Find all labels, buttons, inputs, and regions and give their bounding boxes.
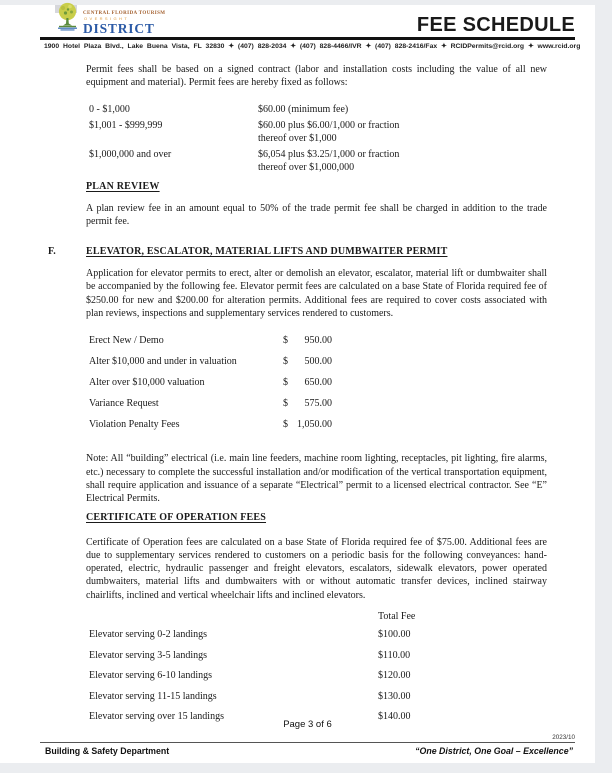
fee-value: $60.00 plus $6.00/1,000 or fraction [258,119,400,131]
fee-label: Elevator serving 11-15 landings [89,690,217,702]
logo-mid-line: OVERSIGHT [84,15,130,21]
currency-sign: $ [283,335,288,347]
table-row [89,335,547,356]
revision-date: 2023/10 [552,734,575,741]
header-address-line: 1900 Hotel Plaza Blvd., Lake Buena Vista, FL 32830 ✦ (407) 828-2034 ✦ (407) 828-4466/IVR ✦ (407) 828-2416/Fax ✦ RCIDPermits@rcid.org ✦ www.rcid.org [44,43,581,50]
table-row [89,670,547,691]
logo-top-line: CENTRAL FLORIDA TOURISM [83,10,166,16]
fee-label: Elevator serving 0-2 landings [89,629,208,641]
fee-label: Erect New / Demo [89,335,164,347]
section-f-heading: ELEVATOR, ESCALATOR, MATERIAL LIFTS AND DUMBWAITER PERMIT [86,246,448,258]
section-f-paragraph: Application for elevator permits to erect, alter or demolish an elevator, escalator, material lift or dumbwaiter shall be accompanied by the following fee. Elevator permit fees are calculated on a base State of Florida required fee of $250.00 for new and $200.00 for alteration permits. Additional fees are required to cover costs associated with plan reviews, inspections and supplementary services rendered to customers. [86,268,547,320]
document-body [0,50,595,732]
district-motto: “One District, One Goal – Excellence” [415,746,573,756]
landings-fee-table [89,629,547,732]
fee-range: $1,000,000 and over [89,148,172,160]
fee-amount: $110.00 [378,649,411,661]
logo-district-name: DISTRICT [83,20,155,36]
building-electrical-note: Note: All “building” electrical (i.e. main line feeders, machine room lighting, receptacles, pit lighting, fire alarms, etc.) necessary to complete the successful installation and/or modification of the vertical transportation equipment, shall require application and issuance of a separate “Electrical” permit to a licensed electrical contractor. See “E” Electrical Permits. [86,453,547,505]
document-title: FEE SCHEDULE [416,14,575,36]
department-name: Building & Safety Department [45,746,170,756]
fee-value-cont: thereof over $1,000 [258,132,337,144]
document-header [40,5,581,50]
fee-amount: $100.00 [378,629,411,641]
table-row [89,650,547,671]
table-row [89,148,547,174]
fee-amount: $120.00 [378,670,411,682]
certificate-heading: CERTIFICATE OF OPERATION FEES [86,511,267,523]
currency-sign: $ [283,398,288,410]
fee-value-cont: thereof over $1,000,000 [258,161,355,173]
currency-sign: $ [283,356,288,368]
document-footer [40,719,575,756]
fee-value: $60.00 (minimum fee) [258,103,349,115]
table-row [89,691,547,712]
permit-fee-table [89,103,547,174]
plan-review-heading: PLAN REVIEW [86,180,160,192]
section-f [48,246,547,258]
fee-amount: 950.00 [304,335,332,347]
fee-range: 0 - $1,000 [89,103,130,115]
table-row [89,629,547,650]
fee-amount: 1,050.00 [297,419,332,431]
fee-label: Variance Request [89,398,159,410]
fee-value: $6,054 plus $3.25/1,000 or fraction [258,148,400,160]
fee-label: Elevator serving over 15 landings [89,711,224,723]
total-fee-column-header: Total Fee [378,611,416,623]
fee-amount: $140.00 [378,711,411,723]
elevator-fee-table [89,335,547,440]
fee-amount: 500.00 [304,356,332,368]
table-row [89,356,547,377]
fee-amount: 575.00 [304,398,332,410]
fee-label: Elevator serving 3-5 landings [89,649,208,661]
certificate-paragraph: Certificate of Operation fees are calculated on a base State of Florida required fee of $75.00. Additional fees are due to supplementary services rendered to customers on a periodic basis for the following conveyances: hand-operated, electric, hydraulic passenger and freight elevators, escalators, sidewalk elevators, power operated dumbwaiters, material lifts and dumbwaiters with or without automatic transfer devices, inclined stairway chairlifts, inclined and vertical wheelchair lifts and inclined elevators. [86,536,547,601]
fee-range: $1,001 - $999,999 [89,119,163,131]
fee-label: Violation Penalty Fees [89,419,180,431]
document-page [0,5,595,763]
currency-sign: $ [283,377,288,389]
header-rule [40,37,575,40]
district-logo [40,2,165,36]
table-row [89,119,547,145]
fee-amount: 650.00 [304,377,332,389]
fee-label: Alter $10,000 and under in valuation [89,356,237,368]
currency-sign: $ [283,419,288,431]
section-letter: F. [48,246,56,258]
fee-label: Alter over $10,000 valuation [89,377,205,389]
table-row [89,377,547,398]
fee-amount: $130.00 [378,690,411,702]
table-row [89,103,547,116]
table-row [89,419,547,440]
fee-label: Elevator serving 6-10 landings [89,670,213,682]
plan-review-paragraph: A plan review fee in an amount equal to 50% of the trade permit fee shall be charged in addition to the trade permit fee. [86,202,547,227]
intro-paragraph: Permit fees shall be based on a signed contract (labor and installation costs including the value of all new equipment and material). Permit fees are hereby fixed as follows: [86,64,547,89]
tree-icon [55,2,80,36]
page-number: Page 3 of 6 [283,719,332,730]
table-row [89,398,547,419]
